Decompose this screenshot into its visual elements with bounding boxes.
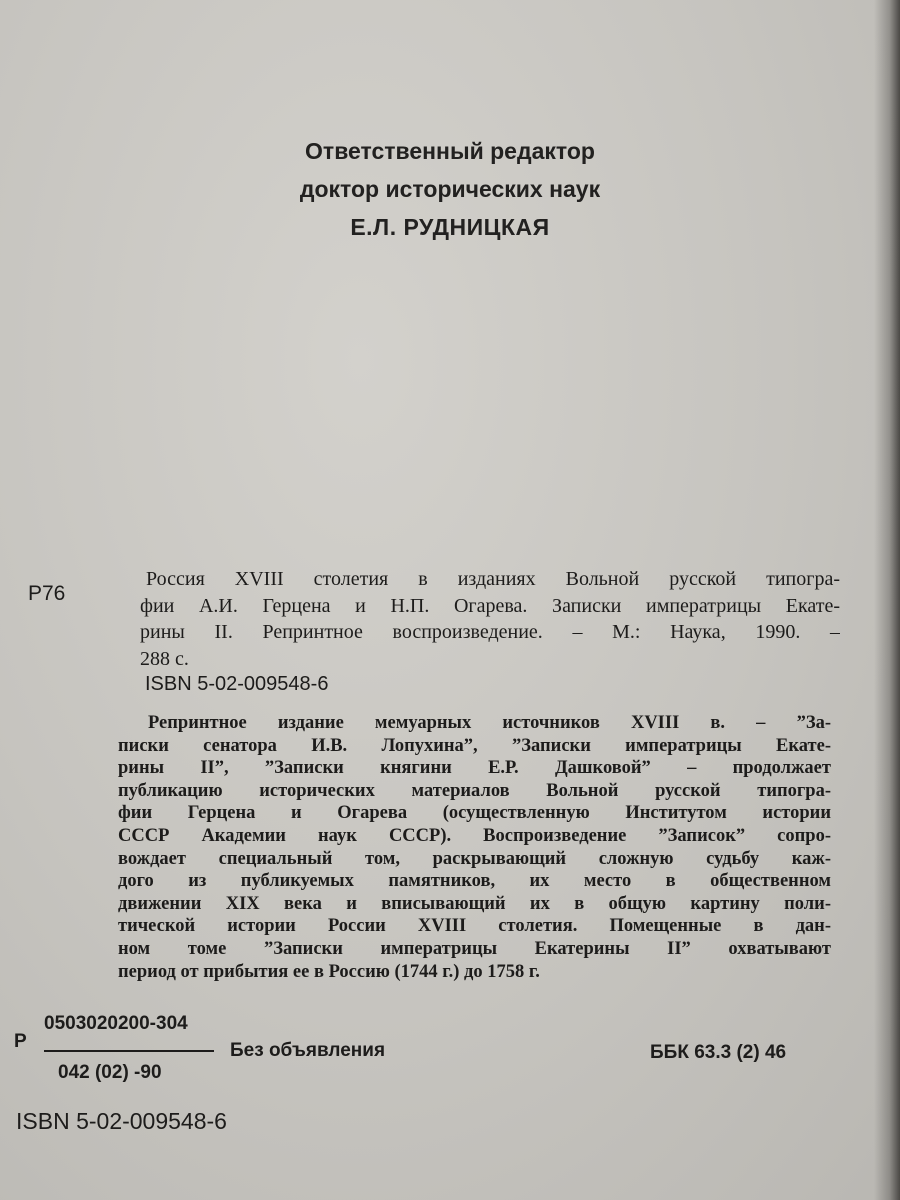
abstract-line: движении XIX века и вписывающий их в общую картину поли- xyxy=(118,893,831,914)
imprint-code-divider xyxy=(44,1050,214,1052)
editor-degree: доктор исторических наук xyxy=(299,176,601,202)
bibliographic-description xyxy=(140,566,840,672)
editor-block xyxy=(0,132,900,246)
bib-line: рины II. Репринтное воспроизведение. – М.: Наука, 1990. – xyxy=(140,621,840,643)
abstract-line: период от прибытия ее в Россию (1744 г.) до 1758 г. xyxy=(118,961,540,982)
bib-line: фии А.И. Герцена и Н.П. Огарева. Записки императрицы Екате- xyxy=(140,594,840,617)
isbn-footer: ISBN 5-02-009548-6 xyxy=(16,1108,227,1134)
bbk-code: ББК 63.3 (2) 46 xyxy=(650,1042,787,1063)
abstract-line: фии Герцена и Огарева (осуществленную Институтом истории xyxy=(118,803,831,824)
no-ads-note: Без объявления xyxy=(230,1040,386,1061)
abstract xyxy=(118,712,831,983)
bib-line: 288 с. xyxy=(140,647,189,670)
abstract-line: вождает специальный том, раскрывающий сложную судьбу каж- xyxy=(118,848,831,869)
call-number: Р76 xyxy=(28,582,66,605)
editor-role: Ответственный редактор xyxy=(305,138,595,164)
abstract-line: тической истории России XVIII столетия. Помещенные в дан- xyxy=(118,916,831,937)
abstract-line: Репринтное издание мемуарных источников XVIII в. – ”За- xyxy=(148,713,831,733)
imprint-code-denominator: 042 (02) -90 xyxy=(58,1062,162,1083)
abstract-line: ном томе ”Записки императрицы Екатерины II” охватывают xyxy=(118,938,831,959)
editor-name: Е.Л. РУДНИЦКАЯ xyxy=(350,214,550,240)
bib-line: Россия XVIII столетия в изданиях Вольной русской типогра- xyxy=(146,568,840,590)
imprint-code-numerator: 0503020200-304 xyxy=(44,1013,188,1034)
abstract-line: рины II”, ”Записки княгини Е.Р. Дашковой” – продолжает xyxy=(118,758,831,779)
imprint-code-prefix: Р xyxy=(14,1031,27,1052)
abstract-line: публикацию исторических материалов Вольной русской типогра- xyxy=(118,780,831,801)
isbn-main: ISBN 5-02-009548-6 xyxy=(145,673,329,695)
abstract-line: дого из публикуемых памятников, их место в общественном xyxy=(118,871,831,892)
abstract-line: СССР Академии наук СССР). Воспроизведение ”Записок” сопро- xyxy=(118,825,831,846)
abstract-line: писки сенатора И.В. Лопухина”, ”Записки императрицы Екате- xyxy=(118,735,831,756)
